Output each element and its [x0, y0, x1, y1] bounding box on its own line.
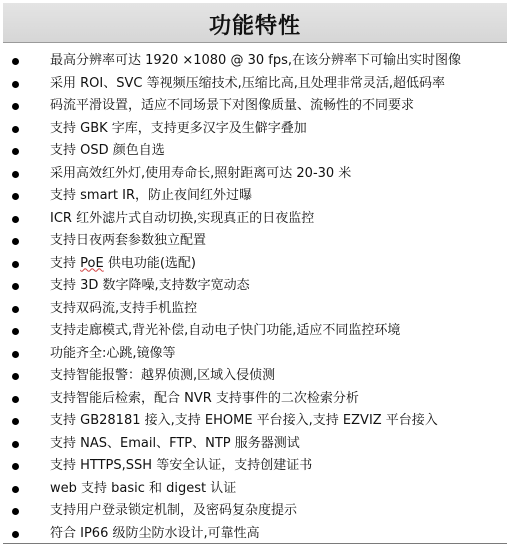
feature-item [0, 95, 513, 118]
feature-text: 支持智能后检索，配合 NVR 支持事件的二次检索分析 [50, 390, 359, 406]
bullet-icon [12, 508, 19, 515]
feature-item [0, 455, 513, 478]
feature-item [0, 208, 513, 231]
feature-text: 支持 HTTPS,SSH 等安全认证，支持创建证书 [50, 458, 313, 473]
feature-item [0, 275, 513, 298]
bullet-icon [12, 463, 19, 470]
feature-text: 支持 3D 数字降噪,支持数字宽动态 [50, 278, 250, 293]
feature-item [0, 73, 513, 96]
feature-text: 采用 ROI、SVC 等视频压缩技术,压缩比高,且处理非常灵活,超低码率 [50, 75, 445, 91]
feature-text: 支持日夜两套参数独立配置 [50, 233, 207, 248]
feature-text: 支持 GBK 字库，支持更多汉字及生僻字叠加 [50, 120, 307, 136]
feature-list [0, 50, 513, 545]
feature-text: ICR 红外滤片式自动切换,实现真正的日夜监控 [50, 210, 315, 226]
bullet-icon [12, 283, 19, 290]
bullet-icon [12, 373, 19, 380]
feature-item [0, 253, 513, 276]
title-bar [3, 3, 507, 43]
bottom-divider [3, 543, 507, 544]
bullet-icon [12, 126, 19, 133]
page-title: 功能特性 [208, 14, 301, 39]
feature-text: 采用高效红外灯,使用寿命长,照射距离可达 20-30 米 [50, 165, 352, 181]
feature-item [0, 500, 513, 523]
feature-text: 支持 GB28181 接入,支持 EHOME 平台接入,支持 EZVIZ 平台接入 [50, 413, 438, 428]
bullet-icon [12, 148, 19, 155]
bullet-icon [12, 81, 19, 88]
feature-text: 符合 IP66 级防尘防水设计,可靠性高 [50, 525, 260, 541]
bullet-icon [12, 486, 19, 493]
feature-item [0, 343, 513, 366]
feature-text: 码流平滑设置，适应不同场景下对图像质量、流畅性的不同要求 [50, 98, 415, 113]
bullet-icon [12, 103, 19, 110]
feature-item [0, 478, 513, 501]
feature-item [0, 388, 513, 411]
bullet-icon [12, 193, 19, 200]
feature-item [0, 320, 513, 343]
feature-text: 支持用户登录锁定机制，及密码复杂度提示 [50, 503, 298, 518]
feature-item [0, 118, 513, 141]
bullet-icon [12, 58, 19, 65]
feature-text: 支持走廊模式,背光补偿,自动电子快门功能,适应不同监控环境 [50, 323, 401, 338]
spellcheck-underline: PoE [80, 255, 104, 271]
bullet-icon [12, 306, 19, 313]
feature-item [0, 433, 513, 456]
bullet-icon [12, 351, 19, 358]
bullet-icon [12, 238, 19, 245]
feature-item [0, 523, 513, 546]
feature-text: 支持 smart IR，防止夜间红外过曝 [50, 188, 252, 203]
feature-text: 支持 PoE 供电功能(选配) [50, 255, 196, 271]
feature-item [0, 365, 513, 388]
feature-item [0, 50, 513, 73]
feature-item [0, 185, 513, 208]
feature-text: 支持 OSD 颜色自选 [50, 143, 165, 158]
feature-item [0, 298, 513, 321]
feature-text: 支持双码流,支持手机监控 [50, 300, 198, 316]
bullet-icon [12, 261, 19, 268]
bullet-icon [12, 396, 19, 403]
feature-text: web 支持 basic 和 digest 认证 [50, 480, 237, 496]
feature-item [0, 140, 513, 163]
feature-text: 支持智能报警：越界侦测,区域入侵侦测 [50, 368, 276, 383]
bullet-icon [12, 418, 19, 425]
feature-item [0, 163, 513, 186]
bullet-icon [12, 441, 19, 448]
bullet-icon [12, 531, 19, 538]
bullet-icon [12, 171, 19, 178]
feature-text: 功能齐全:心跳,镜像等 [50, 345, 176, 361]
feature-text: 最高分辨率可达 1920 ×1080 @ 30 fps,在该分辨率下可输出实时图像 [50, 53, 461, 68]
bullet-icon [12, 216, 19, 223]
feature-item [0, 410, 513, 433]
bullet-icon [12, 328, 19, 335]
feature-item [0, 230, 513, 253]
feature-text: 支持 NAS、Email、FTP、NTP 服务器测试 [50, 435, 300, 451]
